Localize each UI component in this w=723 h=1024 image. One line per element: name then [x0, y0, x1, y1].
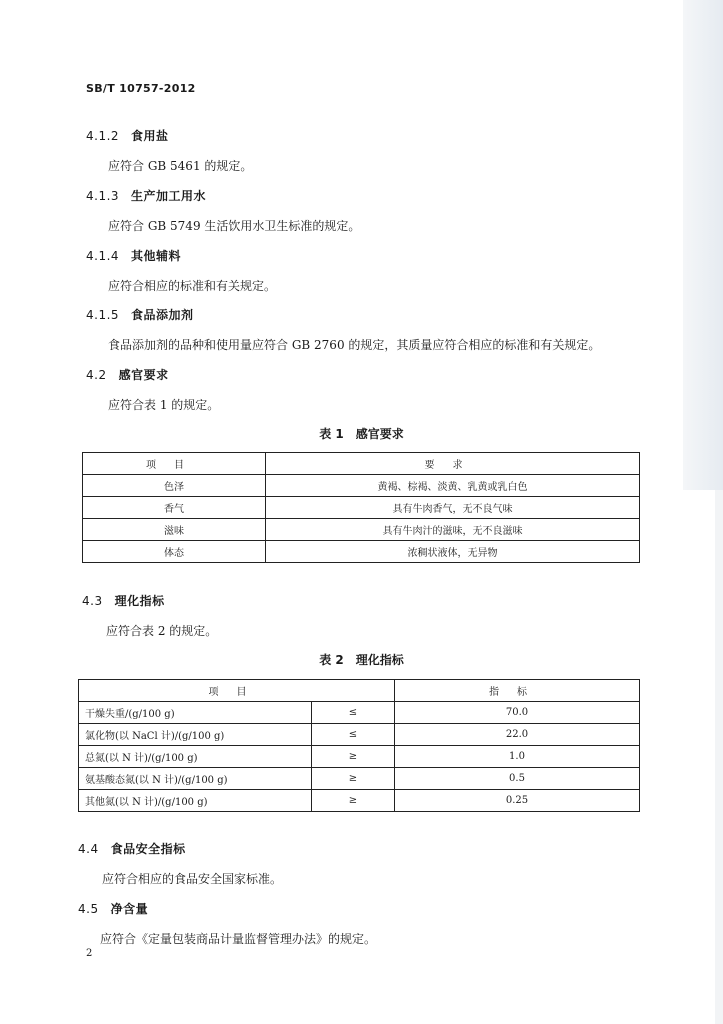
table-cell-requirement: 具有牛肉汁的滋味，无不良滋味: [266, 519, 640, 541]
section-number: 4.5: [78, 902, 99, 916]
table-cell-operator: ≥: [312, 790, 395, 812]
section-heading-4-1-4: [86, 247, 181, 264]
table-cell-item: 总氮(以 N 计)/(g/100 g): [79, 746, 312, 768]
table-cell-requirement: 具有牛肉香气，无不良气味: [266, 497, 640, 519]
section-heading-4-1-2: [86, 127, 169, 144]
table-row: [79, 724, 640, 746]
section-text-4-1-4: 应符合相应的标准和有关规定。: [108, 279, 277, 293]
table-row: [83, 497, 640, 519]
scan-edge-shadow-lower: [715, 490, 723, 1024]
table-cell-item: 氯化物(以 NaCl 计)/(g/100 g): [79, 724, 312, 746]
column-header-item: 项目: [79, 680, 395, 702]
table-row: [79, 768, 640, 790]
section-number: 4.3: [82, 594, 103, 608]
section-text-4-5: 应符合《定量包装商品计量监督管理办法》的规定。: [100, 932, 377, 946]
table-cell-operator: ≥: [312, 768, 395, 790]
section-heading-4-2: [86, 366, 169, 383]
table-cell-value: 22.0: [395, 724, 640, 746]
table-cell-operator: ≥: [312, 746, 395, 768]
section-number: 4.1.5: [86, 308, 120, 322]
table2-caption: 表 2 理化指标: [319, 653, 404, 667]
section-heading-4-5: [78, 900, 148, 917]
section-text-4-4: 应符合相应的食品安全国家标准。: [102, 872, 283, 886]
column-header-requirement: 要求: [266, 453, 640, 475]
table1-caption: 表 1 感官要求: [319, 427, 404, 441]
table-cell-item: 氨基酸态氮(以 N 计)/(g/100 g): [79, 768, 312, 790]
table-cell-item: 色泽: [83, 475, 266, 497]
section-title: 净含量: [110, 902, 149, 916]
section-title: 生产加工用水: [131, 189, 207, 203]
table-row: [79, 790, 640, 812]
section-text-4-2: 应符合表 1 的规定。: [108, 398, 220, 412]
section-text-4-1-2: 应符合 GB 5461 的规定。: [108, 159, 253, 173]
section-number: 4.1.4: [86, 249, 120, 263]
section-text-4-3: 应符合表 2 的规定。: [106, 624, 218, 638]
table-cell-value: 0.25: [395, 790, 640, 812]
table-header-row: [79, 680, 640, 702]
table-cell-item: 干燥失重/(g/100 g): [79, 702, 312, 724]
section-number: 4.1.3: [86, 189, 120, 203]
table-cell-operator: ≤: [312, 702, 395, 724]
table-cell-item: 香气: [83, 497, 266, 519]
section-title: 理化指标: [114, 594, 165, 608]
table-row: [83, 519, 640, 541]
table-cell-requirement: 黄褐、棕褐、淡黄、乳黄或乳白色: [266, 475, 640, 497]
table-row: [79, 702, 640, 724]
page-number: 2: [86, 948, 93, 959]
table-cell-value: 70.0: [395, 702, 640, 724]
section-heading-4-4: [78, 840, 186, 857]
section-text-4-1-3: 应符合 GB 5749 生活饮用水卫生标准的规定。: [108, 219, 361, 233]
table-cell-operator: ≤: [312, 724, 395, 746]
table-cell-item: 滋味: [83, 519, 266, 541]
table-row: [79, 746, 640, 768]
physicochemical-indicators-table: [78, 679, 640, 812]
section-title: 食品安全指标: [110, 842, 186, 856]
section-number: 4.4: [78, 842, 99, 856]
table-header-row: [83, 453, 640, 475]
section-title: 其他辅料: [131, 249, 182, 263]
section-number: 4.2: [86, 368, 107, 382]
standard-code-header: SB/T 10757-2012: [86, 82, 196, 95]
scan-edge-shadow: [683, 0, 723, 490]
section-heading-4-1-5: [86, 306, 194, 323]
table-cell-item: 其他氮(以 N 计)/(g/100 g): [79, 790, 312, 812]
section-heading-4-1-3: [86, 187, 206, 204]
table-cell-value: 1.0: [395, 746, 640, 768]
table-row: [83, 475, 640, 497]
section-title: 感官要求: [118, 368, 169, 382]
table-cell-requirement: 浓稠状液体，无异物: [266, 541, 640, 563]
section-text-4-1-5: 食品添加剂的品种和使用量应符合 GB 2760 的规定，其质量应符合相应的标准和有关规定。: [108, 338, 601, 352]
sensory-requirements-table: [82, 452, 640, 563]
section-title: 食用盐: [131, 129, 169, 143]
column-header-item: 项目: [83, 453, 266, 475]
table-cell-value: 0.5: [395, 768, 640, 790]
section-number: 4.1.2: [86, 129, 120, 143]
column-header-indicator: 指标: [395, 680, 640, 702]
section-heading-4-3: [82, 592, 165, 609]
section-title: 食品添加剂: [131, 308, 194, 322]
table-row: [83, 541, 640, 563]
table-cell-item: 体态: [83, 541, 266, 563]
